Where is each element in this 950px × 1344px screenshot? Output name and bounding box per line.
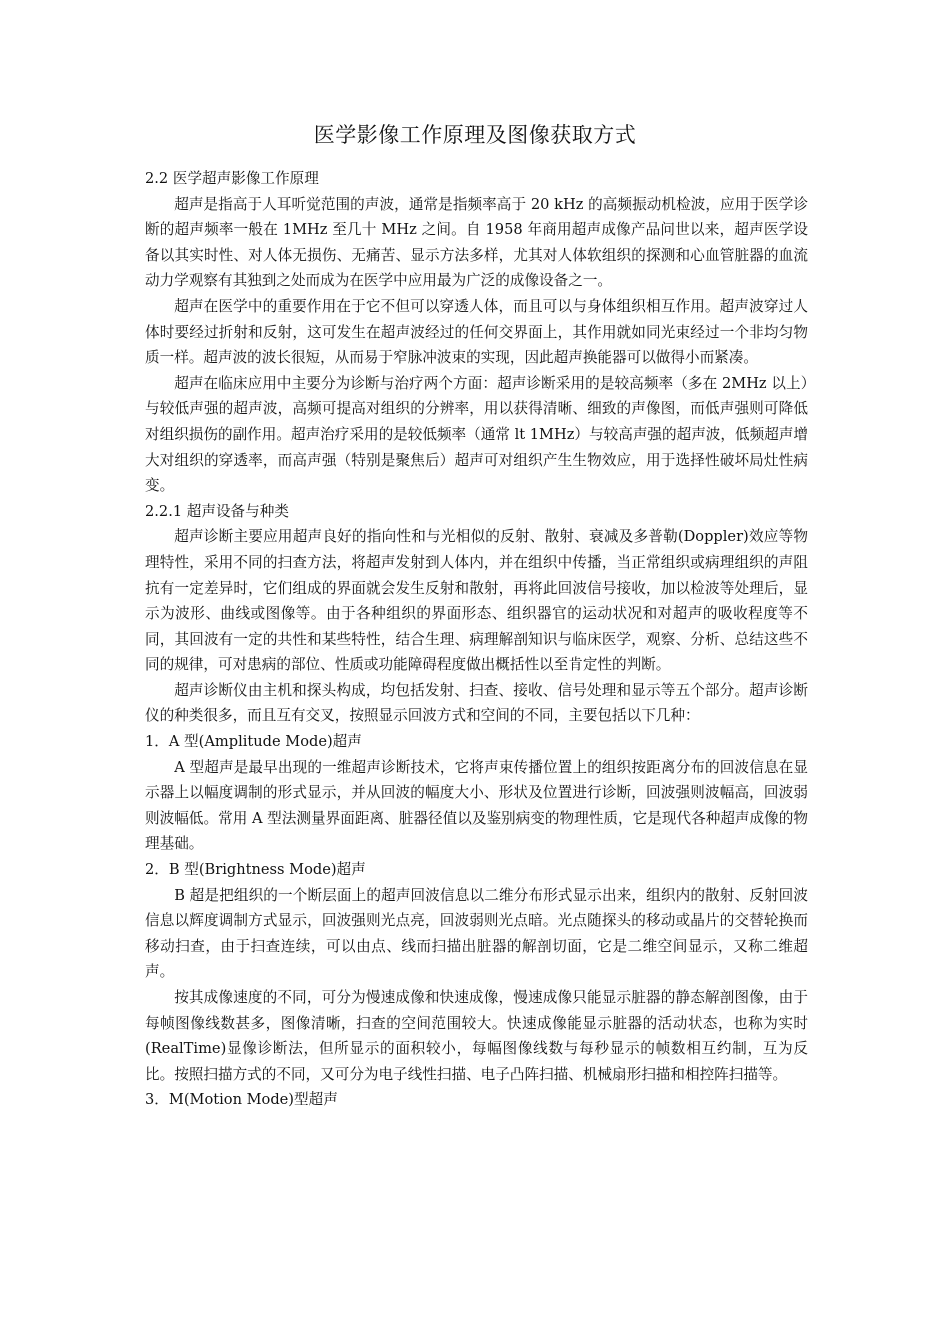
- document-body: [145, 166, 808, 1113]
- paragraph: 超声在临床应用中主要分为诊断与治疗两个方面：超声诊断采用的是较高频率（多在 2MHz 以上）与较低声强的超声波，高频可提高对组织的分辨率，用以获得清晰、细致的声像图，而低声强则可降低对组织损伤的副作用。超声治疗采用的是较低频率（通常 lt 1MHz）与较高声强的超声波，低频超声增大对组织的穿透率，而高声强（特别是聚焦后）超声可对组织产生生物效应，用于选择性破坏局灶性病变。: [145, 374, 808, 495]
- list-item-b-mode: 2．B 型(Brightness Mode)超声: [145, 861, 366, 879]
- paragraph: 超声在医学中的重要作用在于它不但可以穿透人体，而且可以与身体组织相互作用。超声波穿过人体时要经过折射和反射，这可发生在超声波经过的任何交界面上，其作用就如同光束经过一个非均匀物质一样。超声波的波长很短，从而易于窄脉冲波束的实现，因此超声换能器可以做得小而紧凑。: [145, 297, 808, 367]
- paragraph: 超声诊断仪由主机和探头构成，均包括发射、扫查、接收、信号处理和显示等五个部分。超声诊断仪的种类很多，而且互有交叉，按照显示回波方式和空间的不同，主要包括以下几种：: [145, 681, 808, 725]
- list-item-m-mode: 3．M(Motion Mode)型超声: [145, 1091, 338, 1109]
- document-title: 医学影像工作原理及图像获取方式: [313, 123, 637, 147]
- list-item-a-mode: 1．A 型(Amplitude Mode)超声: [145, 733, 362, 751]
- paragraph: B 超是把组织的一个断层面上的超声回波信息以二维分布形式显示出来，组织内的散射、反射回波信息以辉度调制方式显示，回波强则光点亮，回波弱则光点暗。光点随探头的移动或晶片的交替轮换而移动扫查，由于扫查连续，可以由点、线而扫描出脏器的解剖切面，它是二维空间显示，又称二维超声。: [145, 886, 808, 981]
- section-heading-2-2: 2.2 医学超声影像工作原理: [145, 170, 319, 187]
- paragraph: 按其成像速度的不同，可分为慢速成像和快速成像，慢速成像只能显示脏器的静态解剖图像，由于每帧图像线数甚多，图像清晰，扫查的空间范围较大。快速成像能显示脏器的活动状态，也称为实时(RealTime)显像诊断法，但所显示的面积较小，每幅图像线数与每秒显示的帧数相互约制，互为反比。按照扫描方式的不同，又可分为电子线性扫描、电子凸阵扫描、机械扇形扫描和相控阵扫描等。: [145, 989, 808, 1083]
- paragraph: A 型超声是最早出现的一维超声诊断技术，它将声束传播位置上的组织按距离分布的回波信息在显示器上以幅度调制的形式显示，并从回波的幅度大小、形状及位置进行诊断，回波强则波幅高，回波弱则波幅低。常用 A 型法测量界面距离、脏器径值以及鉴别病变的物理性质，它是现代各种超声成像的物理基础。: [145, 758, 808, 853]
- paragraph: 超声是指高于人耳听觉范围的声波，通常是指频率高于 20 kHz 的高频振动机检波，应用于医学诊断的超声频率一般在 1MHz 至几十 MHz 之间。自 1958 年商用超声成像产品问世以来，超声医学设备以其实时性、对人体无损伤、无痛苦、显示方法多样，尤其对人体软组织的探测和心血管脏器的血流动力学观察有其独到之处而成为在医学中应用最为广泛的成像设备之一。: [145, 195, 808, 290]
- paragraph: 超声诊断主要应用超声良好的指向性和与光相似的反射、散射、衰减及多普勒(Doppler)效应等物理特性，采用不同的扫查方法，将超声发射到人体内，并在组织中传播，当正常组织或病理组织的声阻抗有一定差异时，它们组成的界面就会发生反射和散射，再将此回波信号接收，加以检波等处理后，显示为波形、曲线或图像等。由于各种组织的界面形态、组织器官的运动状况和对超声的吸收程度等不同，其回波有一定的共性和某些特性，结合生理、病理解剖知识与临床医学，观察、分析、总结这些不同的规律，可对患病的部位、性质或功能障碍程度做出概括性以至肯定性的判断。: [145, 528, 808, 674]
- section-heading-2-2-1: 2.2.1 超声设备与种类: [145, 502, 289, 520]
